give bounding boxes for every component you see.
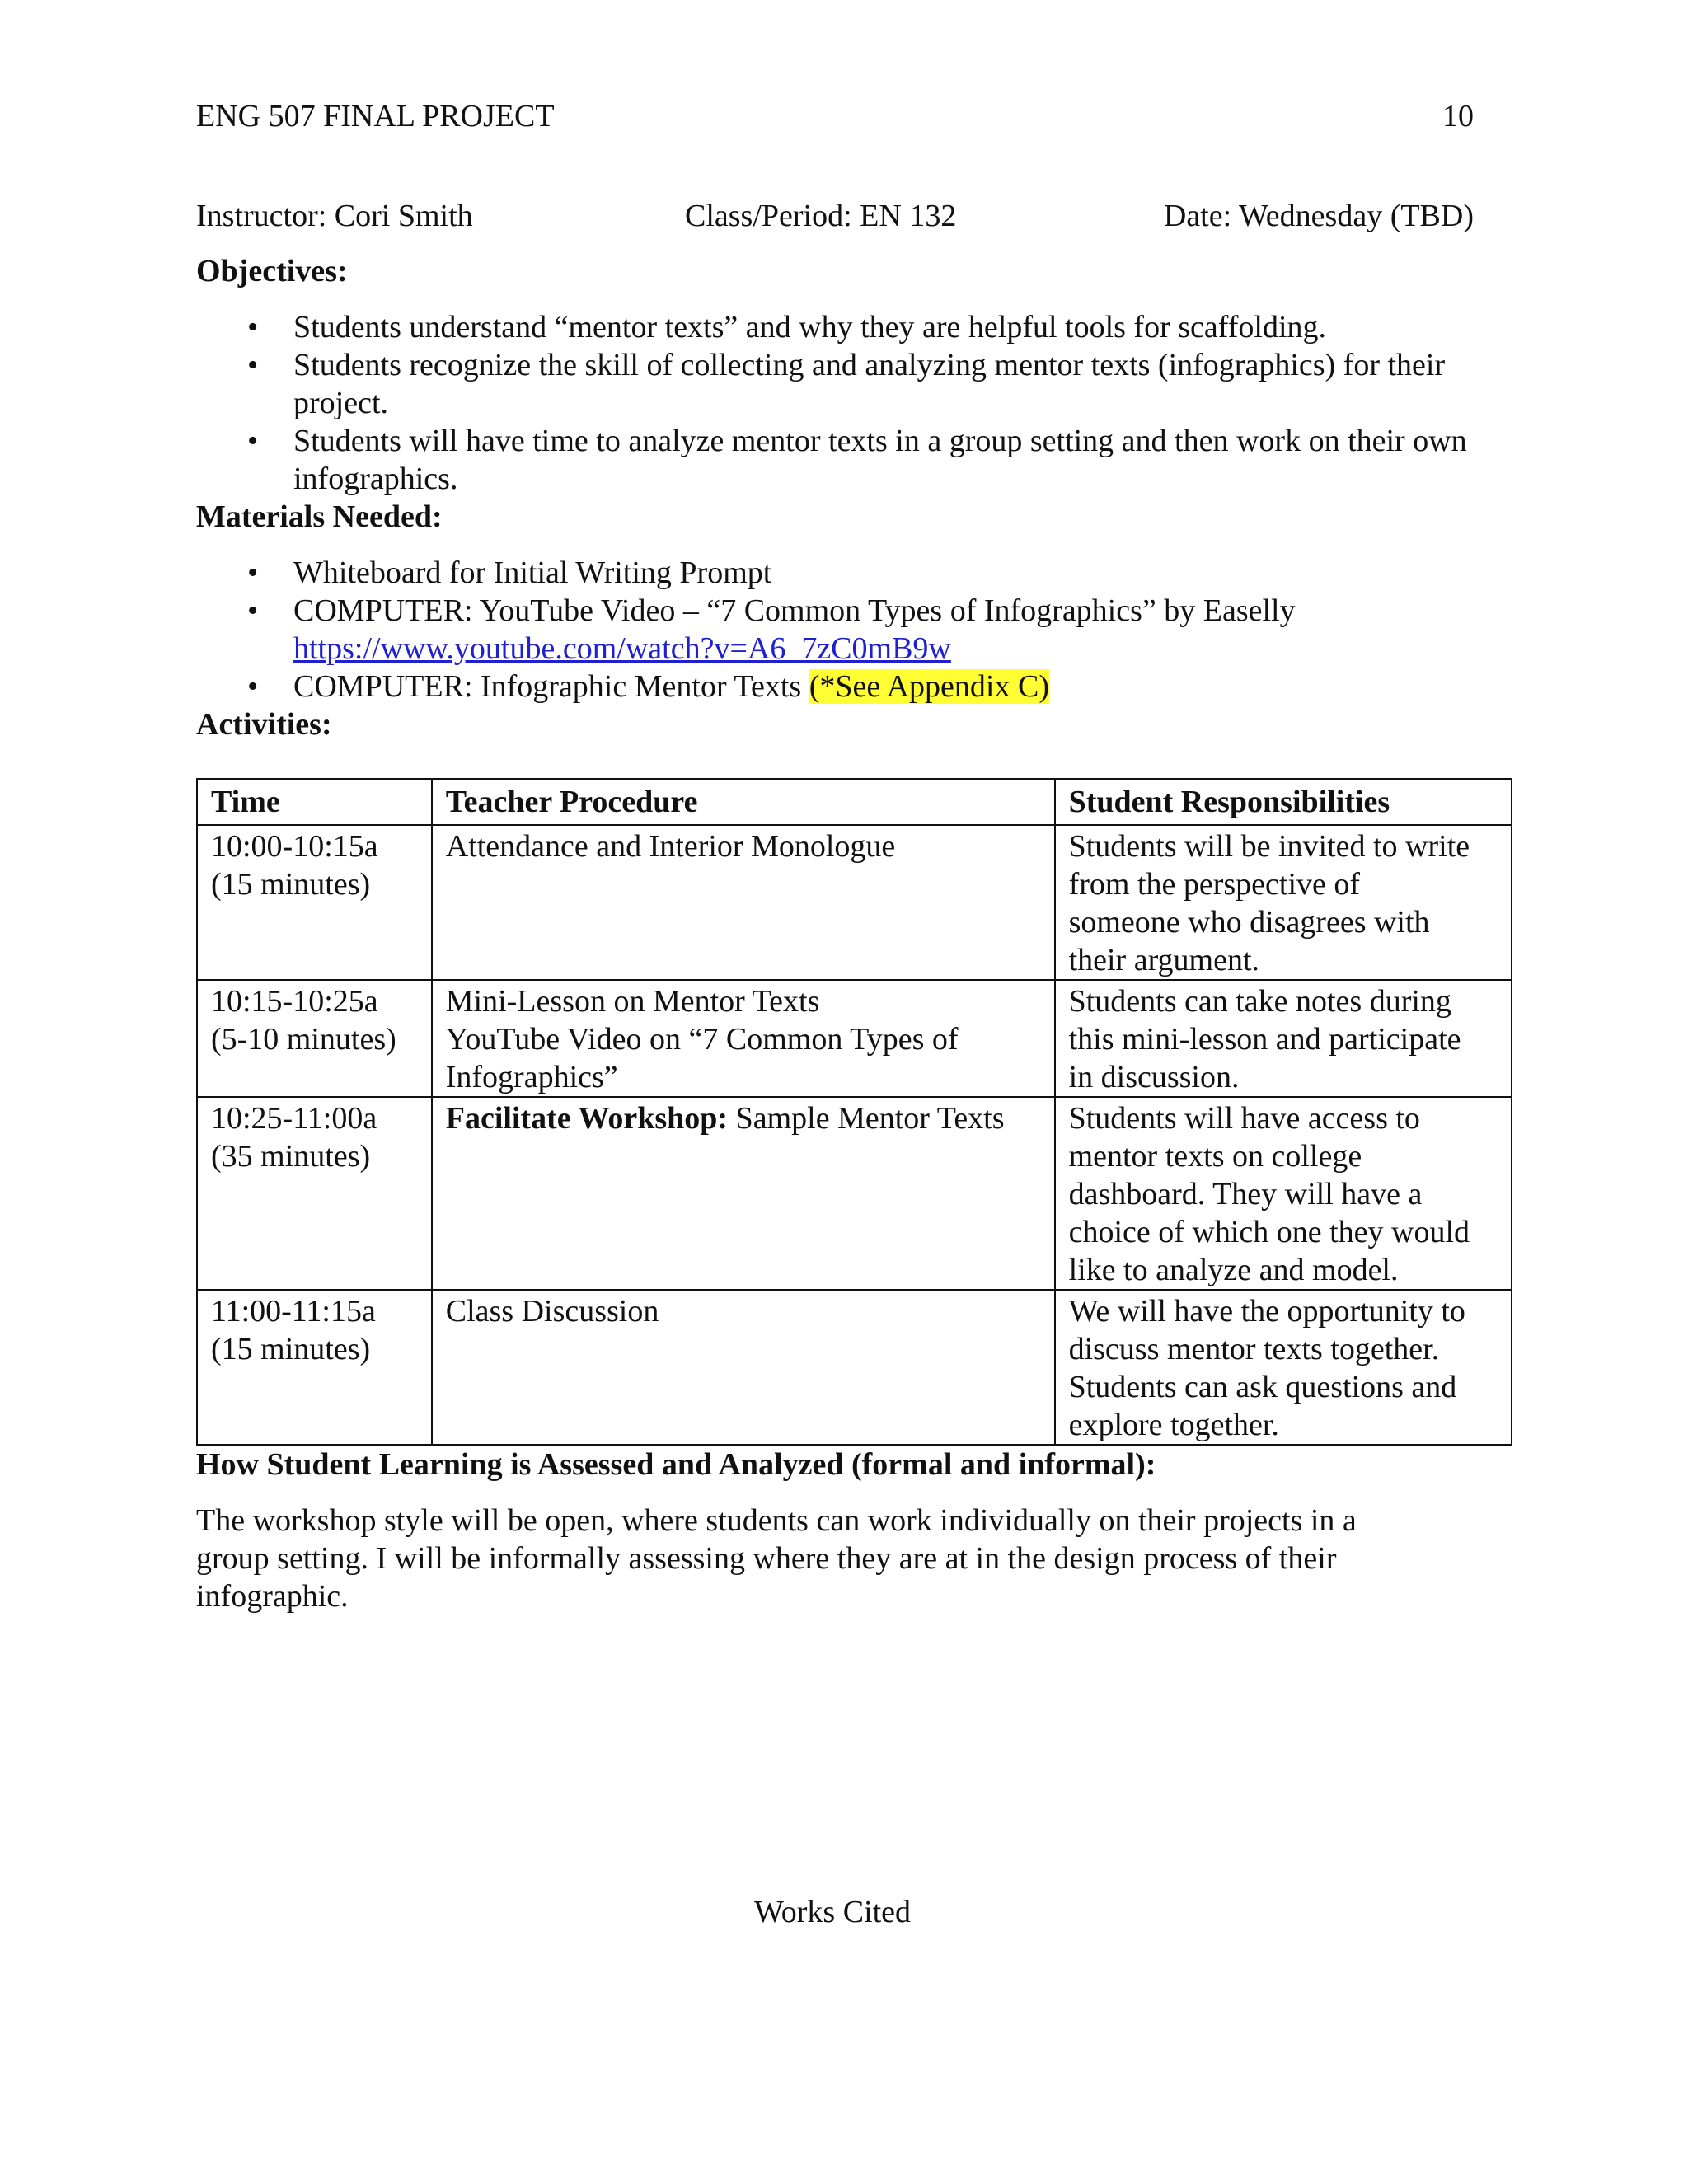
student-text: someone who disagrees with [1068, 905, 1430, 940]
objectives-list [196, 308, 1507, 498]
student-cell [1055, 980, 1512, 1097]
assessment-paragraph [196, 1502, 1432, 1615]
works-cited-heading: Works Cited [753, 1895, 912, 1929]
student-cell [1055, 1097, 1512, 1290]
list-item [196, 554, 1472, 592]
student-text: choice of which one they would [1068, 1215, 1470, 1249]
assessment-line: group setting. I will be informally assessing where they are at in the design process of their [196, 1541, 1337, 1576]
activities-heading: Activities: [196, 707, 332, 742]
time-duration: (15 minutes) [211, 1332, 371, 1366]
student-text: this mini-lesson and participate [1068, 1022, 1461, 1057]
bullet-icon: • [247, 593, 259, 628]
student-text: Students will be invited to write [1068, 829, 1470, 864]
procedure-text: Mini-Lesson on Mentor Texts [445, 984, 820, 1019]
student-text: like to analyze and model. [1068, 1253, 1399, 1287]
student-cell [1055, 825, 1512, 980]
assessment-line: The workshop style will be open, where students can work individually on their projects in a [196, 1503, 1357, 1538]
list-item [196, 668, 1472, 705]
materials-list [196, 554, 1507, 705]
time-cell [197, 825, 432, 980]
time-cell [197, 980, 432, 1097]
page-number: 10 [1442, 99, 1474, 134]
class-period-label: Class/Period: EN 132 [685, 199, 957, 233]
objectives-heading: Objectives: [196, 254, 348, 288]
procedure-cell [432, 1097, 1055, 1290]
material-text: COMPUTER: YouTube Video – “7 Common Types of Infographics” by Easelly [293, 593, 1296, 628]
table-row [197, 825, 1512, 980]
procedure-bold-text: Facilitate Workshop: [445, 1101, 729, 1136]
bullet-icon: • [247, 348, 259, 382]
objective-text: Students recognize the skill of collecting and analyzing mentor texts (infographics) for their project. [293, 348, 1446, 420]
procedure-cell [432, 980, 1055, 1097]
student-text: in discussion. [1068, 1060, 1240, 1094]
time-range: 10:25-11:00a [211, 1101, 377, 1136]
student-text: Students will have access to [1068, 1101, 1420, 1136]
student-text: explore together. [1068, 1408, 1279, 1442]
list-item [196, 308, 1472, 346]
student-text: their argument. [1068, 943, 1260, 977]
materials-heading: Materials Needed: [196, 499, 443, 534]
objective-text: Students understand “mentor texts” and why they are helpful tools for scaffolding. [293, 310, 1326, 344]
list-item [196, 422, 1472, 498]
student-text: mentor texts on college [1068, 1139, 1362, 1174]
student-text: Students can take notes during [1068, 984, 1451, 1019]
student-text: We will have the opportunity to [1068, 1294, 1465, 1329]
procedure-text: Sample Mentor Texts [728, 1101, 1005, 1136]
student-text: dashboard. They will have a [1068, 1177, 1423, 1212]
table-row [197, 1097, 1512, 1290]
procedure-cell [432, 825, 1055, 980]
student-cell [1055, 1290, 1512, 1445]
table-header-row [197, 779, 1512, 825]
procedure-text: Attendance and Interior Monologue [445, 829, 896, 864]
procedure-cell [432, 1290, 1055, 1445]
student-text: from the perspective of [1068, 867, 1361, 902]
bullet-icon: • [247, 424, 259, 458]
material-text: COMPUTER: Infographic Mentor Texts [293, 669, 809, 704]
column-header-student: Student Responsibilities [1055, 779, 1512, 825]
procedure-text: Infographics” [445, 1060, 618, 1094]
activities-table [196, 778, 1512, 1446]
material-text: Whiteboard for Initial Writing Prompt [293, 555, 772, 590]
appendix-highlight: (*See Appendix C) [809, 669, 1049, 704]
column-header-time: Time [197, 779, 432, 825]
document-body [196, 252, 1507, 1615]
objective-text: Students will have time to analyze mentor texts in a group setting and then work on their own infographics. [293, 424, 1467, 496]
assessment-heading: How Student Learning is Assessed and Analyzed (formal and informal): [196, 1447, 1156, 1482]
time-duration: (35 minutes) [211, 1139, 371, 1174]
list-item [196, 346, 1472, 422]
table-row [197, 1290, 1512, 1445]
instructor-label: Instructor: Cori Smith [196, 199, 473, 233]
lesson-info-line [196, 195, 1474, 237]
time-cell [197, 1290, 432, 1445]
time-range: 10:00-10:15a [211, 829, 378, 864]
student-text: discuss mentor texts together. [1068, 1332, 1440, 1366]
column-header-procedure: Teacher Procedure [432, 779, 1055, 825]
youtube-video-link[interactable]: https://www.youtube.com/watch?v=A6_7zC0mB9w [293, 631, 951, 666]
time-duration: (5-10 minutes) [211, 1022, 396, 1057]
bullet-icon: • [247, 669, 259, 704]
date-label: Date: Wednesday (TBD) [1163, 199, 1474, 233]
time-range: 10:15-10:25a [211, 984, 378, 1019]
procedure-text: YouTube Video on “7 Common Types of [445, 1022, 959, 1057]
running-head-title: ENG 507 FINAL PROJECT [196, 99, 555, 134]
bullet-icon: • [247, 310, 259, 344]
procedure-line [446, 1099, 1041, 1137]
time-duration: (15 minutes) [211, 867, 371, 902]
table-row [197, 980, 1512, 1097]
assessment-line: infographic. [196, 1579, 349, 1614]
bullet-icon: • [247, 555, 259, 590]
time-cell [197, 1097, 432, 1290]
time-range: 11:00-11:15a [211, 1294, 376, 1329]
student-text: Students can ask questions and [1068, 1370, 1457, 1404]
procedure-text: Class Discussion [445, 1294, 659, 1329]
list-item [196, 592, 1472, 668]
